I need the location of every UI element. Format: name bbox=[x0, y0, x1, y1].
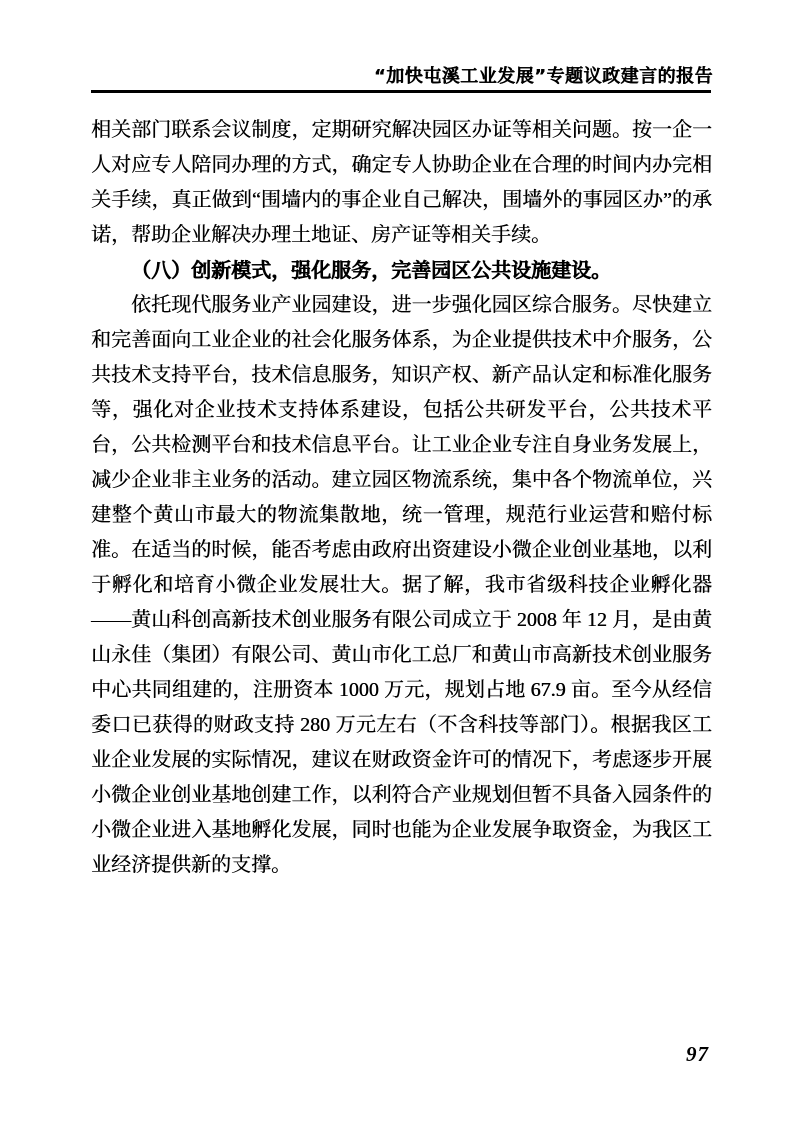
header-title: “加快屯溪工业发展”专题议政建言的报告 bbox=[373, 66, 713, 87]
page-header bbox=[91, 62, 713, 88]
header-rule bbox=[91, 90, 711, 93]
page-number: 97 bbox=[686, 1042, 709, 1066]
document-body bbox=[91, 113, 712, 883]
paragraph-body: 依托现代服务业产业园建设，进一步强化园区综合服务。尽快建立和完善面向工业企业的社会化服务体系，为企业提供技术中介服务，公共技术支持平台，技术信息服务，知识产权、新产品认定和标准化服务等，强化对企业技术支持体系建设，包括公共研发平台，公共技术平台，公共检测平台和技术信息平台。让工业企业专注自身业务发展上，减少企业非主业务的活动。建立园区物流系统，集中各个物流单位，兴建整个黄山市最大的物流集散地，统一管理，规范行业运营和赔付标准。在适当的时候，能否考虑由政府出资建设小微企业创业基地，以利于孵化和培育小微企业发展壮大。据了解，我市省级科技企业孵化器——黄山科创高新技术创业服务有限公司成立于 2008 年 12 月，是由黄山永佳（集团）有限公司、黄山市化工总厂和黄山市高新技术创业服务中心共同组建的，注册资本 1000 万元，规划占地 67.9 亩。至今从经信委口已获得的财政支持 280 万元左右（不含科技等部门）。根据我区工业企业发展的实际情况，建议在财政资金许可的情况下，考虑逐步开展小微企业创业基地创建工作，以利符合产业规划但暂不具备入园条件的小微企业进入基地孵化发展，同时也能为企业发展争取资金，为我区工业经济提供新的支撑。 bbox=[91, 294, 712, 876]
paragraph-continuation: 相关部门联系会议制度，定期研究解决园区办证等相关问题。按一企一人对应专人陪同办理的方式，确定专人协助企业在合理的时间内办完相关手续，真正做到“围墙内的事企业自己解决，围墙外的事园区办”的承诺，帮助企业解决办理土地证、房产证等相关手续。 bbox=[91, 119, 712, 246]
section-heading: （八）创新模式，强化服务，完善园区公共设施建设。 bbox=[131, 258, 611, 282]
